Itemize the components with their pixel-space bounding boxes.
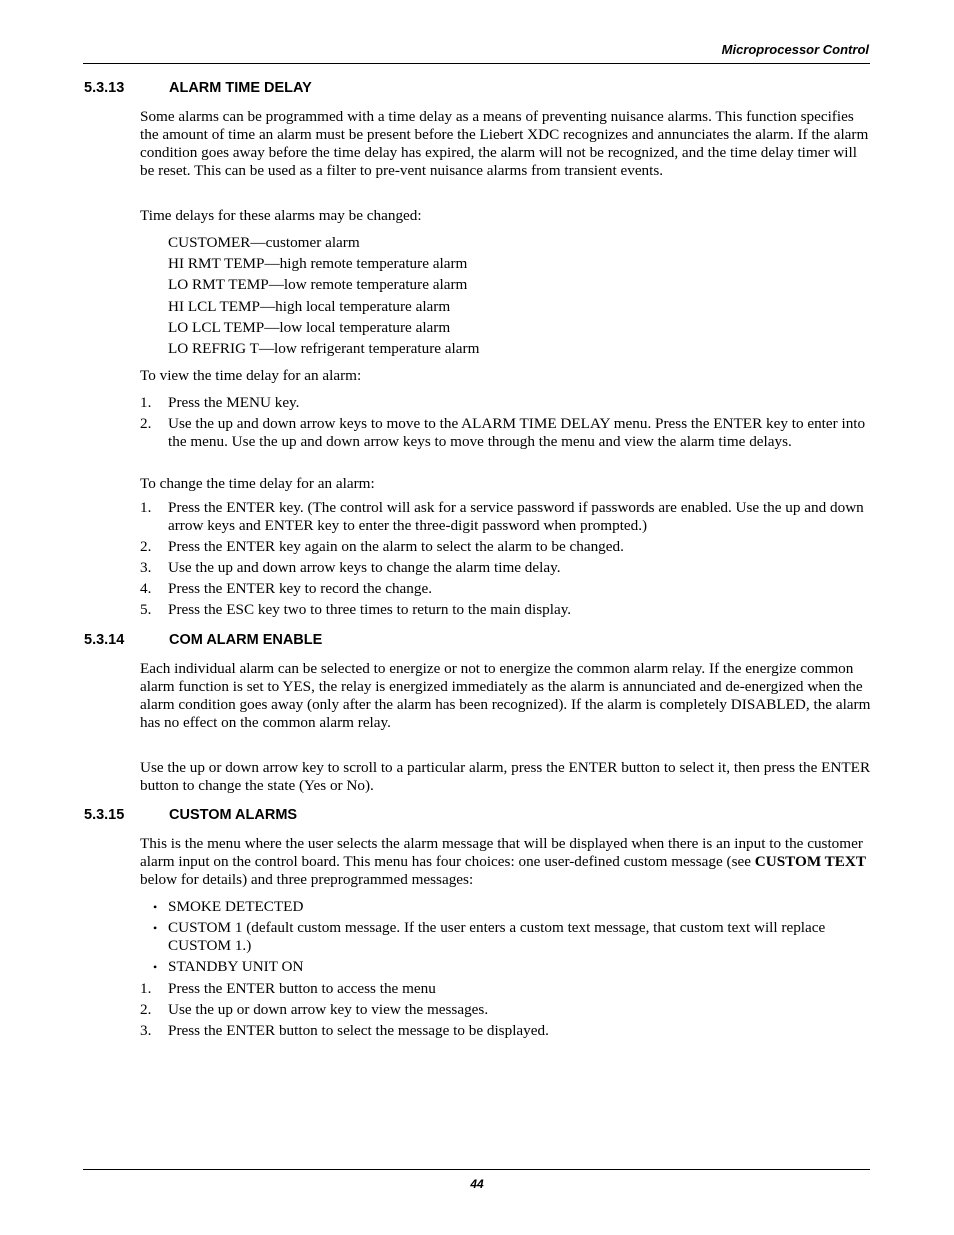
list-item: CUSTOMER—customer alarm <box>168 234 360 251</box>
custom-alarms-steps-list <box>140 980 871 1043</box>
alarm-list <box>168 232 479 359</box>
custom-text-reference: CUSTOM TEXT <box>754 853 867 870</box>
change-steps-list <box>140 499 871 622</box>
com-alarm-enable-paragraph-1: Each individual alarm can be selected to energize or not to energize the common alarm relay. If the energize common alarm function is set to YES, the relay is energized immediately as the alarm is annunciated and de-energized when the alarm condition goes away (only after the alarm has been recognized). If the alarm is completely DISABLED, the alarm has no effect on the common alarm relay. <box>140 660 871 731</box>
bullet-icon: • <box>153 921 158 935</box>
list-item: • STANDBY UNIT ON <box>153 958 304 975</box>
section-title: COM ALARM ENABLE <box>169 632 323 648</box>
list-item: 2. Press the ENTER key again on the alarm to select the alarm to be changed. <box>140 538 624 555</box>
list-item: 5. Press the ESC key two to three times to return to the main display. <box>140 601 572 618</box>
footer-rule <box>83 1169 870 1170</box>
section-title: CUSTOM ALARMS <box>169 807 298 823</box>
change-time-delay-intro: To change the time delay for an alarm: <box>140 475 375 492</box>
list-item: HI LCL TEMP—high local temperature alarm <box>168 297 451 315</box>
list-item: • CUSTOM 1 (default custom message. If the user enters a custom text message, that custom text will replace CUSTOM 1.) <box>153 919 826 954</box>
list-item: 3. Use the up and down arrow keys to change the alarm time delay. <box>140 559 561 576</box>
time-delays-list-intro: Time delays for these alarms may be changed: <box>140 207 422 224</box>
section-heading-custom-alarms <box>84 807 297 823</box>
list-item: • SMOKE DETECTED <box>153 898 304 915</box>
list-item: 4. Press the ENTER key to record the change. <box>140 580 433 597</box>
page-number: 44 <box>470 1177 484 1191</box>
section-heading-alarm-time-delay <box>84 80 312 96</box>
header-rule <box>83 63 870 64</box>
custom-alarms-intro: This is the menu where the user selects the alarm message that will be displayed when there is an input to the customer alarm input on the control board. This menu has four choices: one user-defined custom message (see CUSTOM TEXT below for details) and three preprogrammed messages: <box>140 835 867 888</box>
list-item: LO LCL TEMP—low local temperature alarm <box>168 318 451 336</box>
section-heading-com-alarm-enable <box>84 632 322 648</box>
section-number: 5.3.14 <box>84 632 125 648</box>
view-steps-list <box>140 394 871 454</box>
bullet-icon: • <box>153 960 158 974</box>
list-item: 1. Press the ENTER button to access the menu <box>140 980 436 997</box>
alarm-time-delay-intro: Some alarms can be programmed with a time delay as a means of preventing nuisance alarms. This function specifies the amount of time an alarm must be present before the Liebert XDC recognizes and annunciates the alarm. If the alarm condition goes away before the time delay has expired, the alarm will not be recognized, and the time delay timer will be reset. This can be used as a filter to pre-vent nuisance alarms from transient events. <box>140 108 869 179</box>
section-number: 5.3.15 <box>84 807 125 823</box>
list-item: 3. Press the ENTER button to select the message to be displayed. <box>140 1022 549 1039</box>
com-alarm-enable-paragraph-2: Use the up or down arrow key to scroll to a particular alarm, press the ENTER button to select it, then press the ENTER button to change the state (Yes or No). <box>140 759 871 794</box>
list-item: LO RMT TEMP—low remote temperature alarm <box>168 276 468 294</box>
list-item: 1. Press the ENTER key. (The control will ask for a service password if passwords are enabled. Use the up and down arrow keys and ENTER key to enter the three-digit password when prompted.) <box>140 499 864 534</box>
section-number: 5.3.13 <box>84 80 125 96</box>
list-item: LO REFRIG T—low refrigerant temperature alarm <box>168 340 480 358</box>
section-title: ALARM TIME DELAY <box>169 80 312 96</box>
list-item: 1. Press the MENU key. <box>140 394 300 411</box>
list-item: 2. Use the up or down arrow key to view the messages. <box>140 1001 489 1018</box>
list-item: 2. Use the up and down arrow keys to move to the ALARM TIME DELAY menu. Press the ENTER key to enter into the menu. Use the up and down arrow keys to move through the menu and view the alarm time delays. <box>140 415 866 450</box>
bullet-icon: • <box>153 900 158 914</box>
view-time-delay-intro: To view the time delay for an alarm: <box>140 367 362 384</box>
list-item: HI RMT TEMP—high remote temperature alarm <box>168 255 468 273</box>
page-header-title: Microprocessor Control <box>721 42 869 57</box>
custom-messages-list <box>140 898 871 979</box>
